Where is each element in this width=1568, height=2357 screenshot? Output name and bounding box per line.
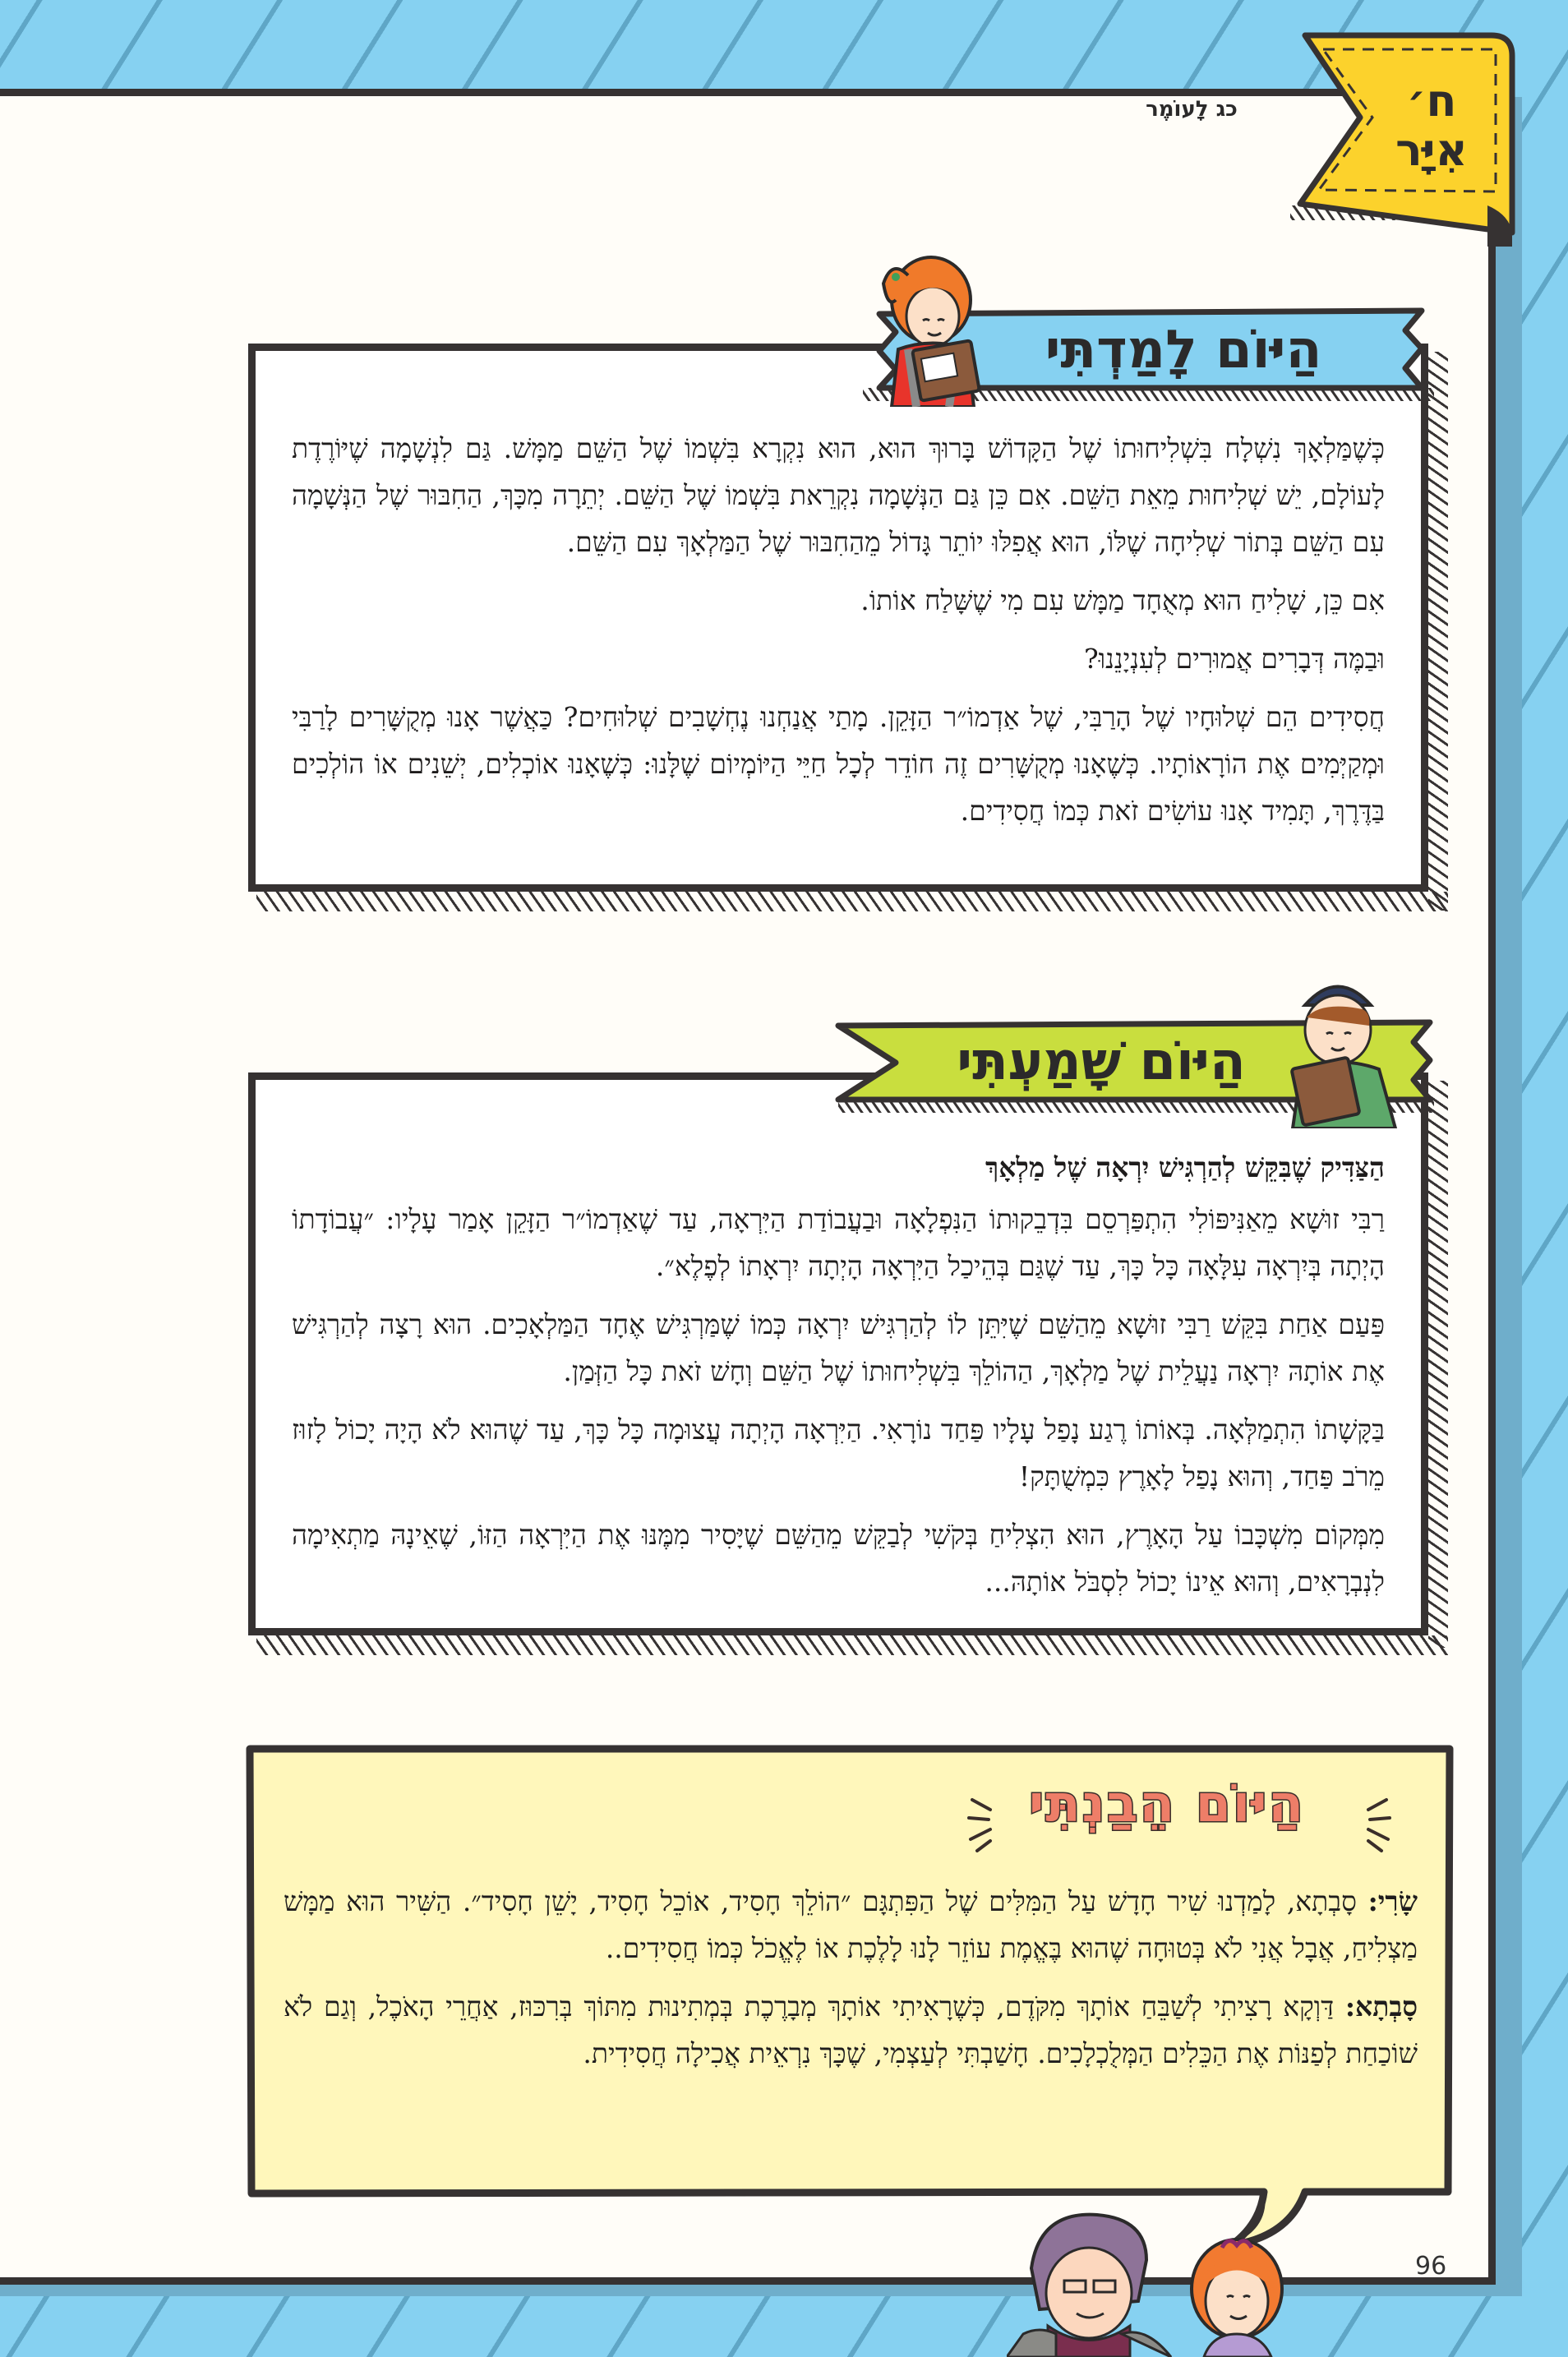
heard-body (292, 1144, 1385, 1617)
learned-paragraph: כְּשֶׁמַּלְאָךְ נִשְׁלָח בִּשְׁלִיחוּתוֹ שֶׁל הַקָּדוֹשׁ בָּרוּךְ הוּא, הוּא נִקְרָא בִּשְׁמוֹ שֶׁל הַשֵּׁם מַמָּשׁ. גַּם לִנְשָׁמָה שֶׁיּוֹרֶדֶת לָעוֹלָם, יֵשׁ שְׁלִיחוּת מֵאֵת הַשֵּׁם. אִם כֵּן גַּם הַנְּשָׁמָה נִקְרֵאת בִּשְׁמוֹ שֶׁל הַשֵּׁם. יְתֵרָה מִכָּךְ, הַחִבּוּר שֶׁל הַנְּשָׁמָה עִם הַשֵּׁם בְּתוֹר שְׁלִיחָה שֶׁלּוֹ, הוּא אֲפִלּוּ יוֹתֵר גָּדוֹל מֵהַחִבּוּר שֶׁל הַמַּלְאָךְ עִם הַשֵּׁם. (292, 432, 1385, 558)
understood-title: הַיּוֹם הֵבַנְתִּי (1029, 1774, 1305, 1833)
heard-title: הַיּוֹם שָׁמַעְתִּי (957, 1031, 1246, 1092)
learned-paragraph: וּבַמֶּה דְּבָרִים אֲמוּרִים לְעִנְיָנֵנוּ? (1084, 643, 1385, 675)
box-shadow-hatch (256, 892, 1448, 911)
dialogue-text: דַּוְקָא רָצִיתִי לְשַׁבֵּחַ אוֹתָךְ מִקֹּדֶם, כְּשֶׁרָאִיתִי אוֹתָךְ מְבָרֶכֶת בְּמְתִינוּת מִתּוֹךְ בְּרִכּוּז, אַחֲרֵי הָאֹכֶל, וְגַם לֹא שׁוֹכַחַת לְפַנּוֹת אֶת הַכֵּלִים הַמְּלֻכְלָכִים. חָשַׁבְתִּי לְעַצְמִי, שֶׁכָּךְ נִרְאֵית אֲכִילָה חֲסִידִית. (284, 1990, 1418, 2069)
box-shadow-hatch (256, 1635, 1448, 1655)
running-head: כג לָעוֹמֶר (1146, 97, 1238, 122)
heard-paragraph: מִמְּקוֹם מִשְׁכָּבוֹ עַל הָאָרֶץ, הוּא הִצְלִיחַ בְּקֹשִׁי לְבַקֵּשׁ מֵהַשֵּׁם שֶׁיָּסִיר מִמֶּנּוּ אֶת הַיִּרְאָה הַזּוֹ, שֶׁאֵינָהּ מַתְאִימָה לִנְבְרָאִים, וְהוּא אֵינוֹ יָכוֹל לִסְבֹּל אוֹתָהּ... (292, 1519, 1385, 1598)
date-day: ח׳ (1406, 75, 1457, 127)
learned-body (292, 425, 1385, 846)
heard-box (248, 1072, 1428, 1635)
girl-reading-illustration (859, 251, 998, 407)
dialogue-line (284, 1878, 1418, 1972)
heard-subheading: הַצַּדִּיק שֶׁבִּקֵּשׁ לְהַרְגִּישׁ יִרְאָה שֶׁל מַלְאָךְ (985, 1151, 1385, 1183)
box-shadow-hatch (1428, 1081, 1448, 1648)
understood-body (284, 1878, 1418, 2088)
dialogue-text: סָבְתָא, לָמַדְנוּ שִׁיר חָדָשׁ עַל הַמִּלִּים שֶׁל הַפִּתְגָּם ״הוֹלֵךְ חָסִיד, אוֹכֵל חָסִיד, יָשֵׁן חָסִיד״. הַשִּׁיר הוּא מַמָּשׁ מַצְלִיחַ, אֲבָל אֲנִי לֹא בְּטוּחָה שֶׁהוּא בֶּאֱמֶת עוֹזֵר לָנוּ לָלֶכֶת אוֹ לֶאֱכֹל כְּמוֹ חֲסִידִים.. (284, 1885, 1418, 1964)
box-shadow-hatch (1428, 352, 1448, 911)
learned-title: הַיּוֹם לָמַדְתִּי (1045, 320, 1322, 381)
heard-paragraph: פַּעַם אַחַת בִּקֵּשׁ רַבִּי זוּשָׁא מֵהַשֵּׁם שֶׁיִּתֵּן לוֹ לְהַרְגִּישׁ יִרְאָה כְּמוֹ שֶׁמַּרְגִּישׁ אֶחָד הַמַּלְאָכִים. הוּא רָצָה לְהַרְגִּישׁ אֶת אוֹתָהּ יִרְאָה נַעֲלֵית שֶׁל מַלְאָךְ, הַהוֹלֵךְ בִּשְׁלִיחוּתוֹ שֶׁל הַשֵּׁם וְחָשׁ זֹאת כָּל הַזְּמַן. (292, 1308, 1385, 1387)
heard-paragraph: רַבִּי זוּשָׁא מֵאַנִּיפּוֹלִי הִתְפַּרְסֵם בִּדְבֵקוּתוֹ הַנִּפְלָאָה וּבַעֲבוֹדַת הַיִּרְאָה, עַד שֶׁאַדְמוֹ״ר הַזָּקֵן אָמַר עָלָיו: ״עֲבוֹדָתוֹ הָיְתָה בְּיִרְאָה עִלָּאָה כָּל כָּךְ, עַד שֶׁגַּם בְּהֵיכַל הַיִּרְאָה הָיְתָה יִרְאָתוֹ לְפֶלֶא״. (292, 1203, 1385, 1282)
learned-paragraph: חֲסִידִים הֵם שְׁלוּחָיו שֶׁל הָרַבִּי, שֶׁל אַדְמוֹ״ר הַזָּקֵן. מָתַי אֲנַחְנוּ נֶחְשָׁבִים שְׁלוּחִים? כַּאֲשֶׁר אָנוּ מְקֻשָּׁרִים לָרַבִּי וּמְקַיְּמִים אֶת הוֹרָאוֹתָיו. כְּשֶׁאָנוּ מְקֻשָּׁרִים זֶה חוֹדֵר לְכָל חַיֵּי הַיּוֹמְיוֹם שֶׁלָּנוּ: כְּשֶׁאָנוּ אוֹכְלִים, יְשֵׁנִים אוֹ הוֹלְכִים בַּדֶּרֶךְ, תָּמִיד אָנוּ עוֹשִׂים זֹאת כְּמוֹ חֲסִידִים. (292, 701, 1385, 827)
date-flag (1290, 31, 1516, 245)
learned-box (248, 344, 1428, 892)
burst-lines-icon (966, 1792, 998, 1857)
boy-reading-illustration (1272, 972, 1404, 1128)
learned-paragraph: אִם כֵּן, שָׁלִיחַ הוּא מְאֻחָד מַמָּשׁ עִם מִי שֶׁשָּׁלַח אוֹתוֹ. (860, 584, 1385, 616)
page-number: 96 (1415, 2252, 1447, 2281)
dialogue-speaker: שָׂרִי: (1367, 1885, 1418, 1917)
dialogue-line (284, 1983, 1418, 2077)
date-month: אִיָּר (1395, 124, 1468, 176)
burst-lines-icon (1360, 1792, 1393, 1857)
grandmother-and-girl-illustration (1007, 2211, 1319, 2357)
heard-paragraph: בַּקָּשָׁתוֹ הִתְמַלְּאָה. בְּאוֹתוֹ רֶגַע נָפַל עָלָיו פַּחַד נוֹרָאִי. הַיִּרְאָה הָיְתָה עֲצוּמָה כָּל כָּךְ, עַד שֶׁהוּא לֹא הָיָה יָכוֹל לָזוּז מֵרֹב פַּחַד, וְהוּא נָפַל לָאָרֶץ כִּמְשֻׁתָּק! (292, 1414, 1385, 1492)
dialogue-speaker: סָבְתָא: (1344, 1990, 1418, 2023)
